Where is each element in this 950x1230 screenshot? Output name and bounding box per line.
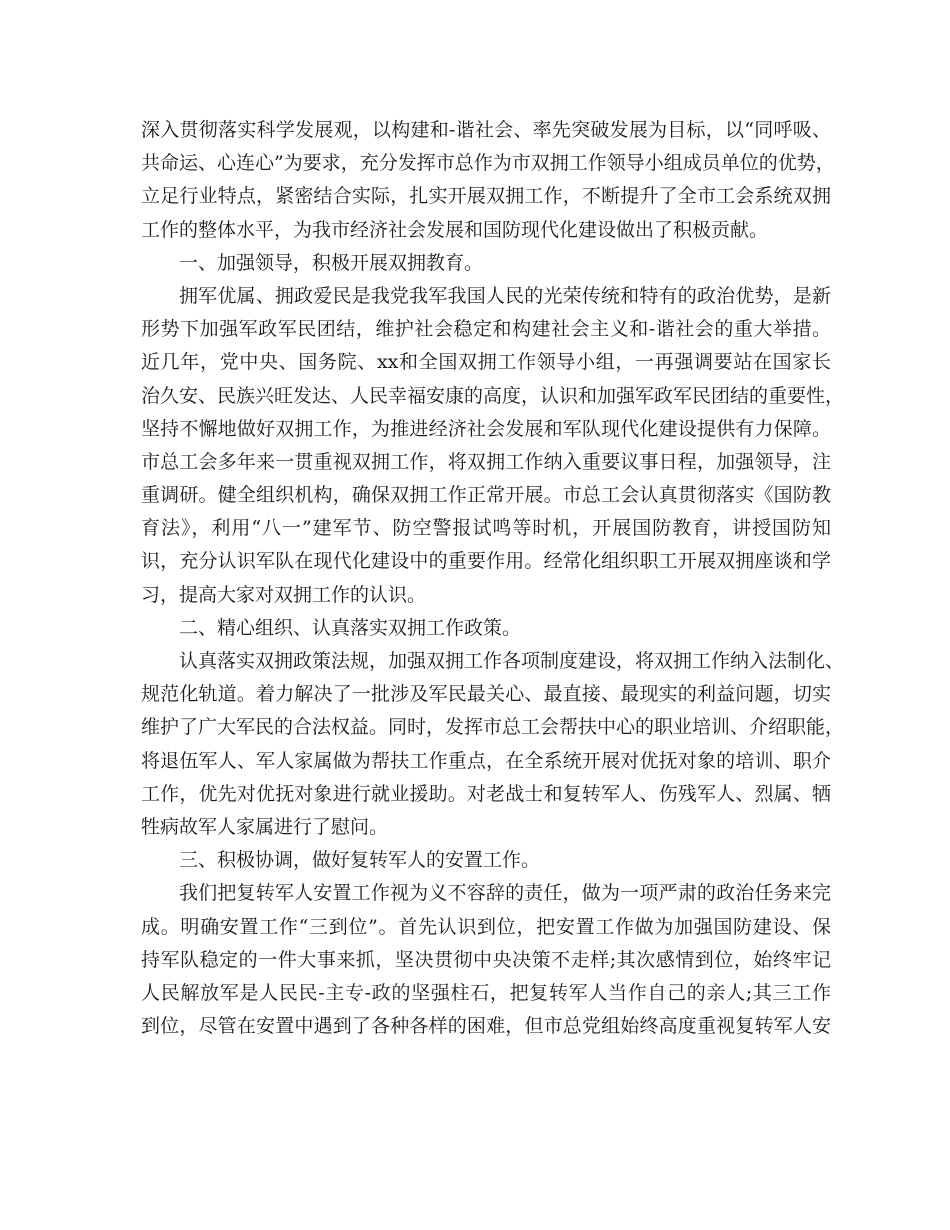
paragraph-line: 近几年，党中央、国务院、xx和全国双拥工作领导小组，一再强调要站在国家长 <box>141 351 831 374</box>
paragraph-line: 重调研。健全组织机构，确保双拥工作正常开展。市总工会认真贯彻落实《国防教 <box>141 484 831 507</box>
paragraph-line: 形势下加强军政军民团结，维护社会稳定和构建社会主义和-谐社会的重大举措。 <box>141 318 831 341</box>
section-heading: 一、加强领导，积极开展双拥教育。 <box>179 251 484 274</box>
paragraph-line: 认真落实双拥政策法规，加强双拥工作各项制度建设，将双拥工作纳入法制化、 <box>179 650 845 672</box>
paragraph-line: 共命运、心连心”为要求，充分发挥市总作为市双拥工作领导小组成员单位的优势， <box>141 152 835 175</box>
paragraph-line: 将退伍军人、军人家属做为帮扶工作重点，在全系统开展对优抚对象的培训、职介 <box>141 749 831 772</box>
paragraph-line: 拥军优属、拥政爱民是我党我军我国人民的光荣传统和特有的政治优势，是新 <box>179 284 831 307</box>
document-body <box>141 114 845 1043</box>
paragraph-line: 市总工会多年来一贯重视双拥工作，将双拥工作纳入重要议事日程，加强领导，注 <box>141 450 831 473</box>
paragraph-line: 习，提高大家对双拥工作的认识。 <box>141 583 427 606</box>
paragraph-line: 工作的整体水平，为我市经济社会发展和国防现代化建设做出了积极贡献。 <box>141 218 769 241</box>
paragraph-line: 规范化轨道。着力解决了一批涉及军民最关心、最直接、最现实的利益问题，切实 <box>141 683 831 706</box>
section-heading: 二、精心组织、认真落实双拥工作政策。 <box>179 616 522 639</box>
paragraph-line: 维护了广大军民的合法权益。同时，发挥市总工会帮扶中心的职业培训、介绍职能， <box>141 716 845 739</box>
paragraph-line: 深入贯彻落实科学发展观，以构建和-谐社会、率先突破发展为目标，以“同呼吸、 <box>141 119 831 141</box>
paragraph-line: 立足行业特点，紧密结合实际，扎实开展双拥工作，不断提升了全市工会系统双拥 <box>141 185 831 208</box>
paragraph-line: 到位，尽管在安置中遇到了各种各样的困难，但市总党组始终高度重视复转军人安 <box>141 1015 831 1038</box>
paragraph-line: 我们把复转军人安置工作视为义不容辞的责任，做为一项严肃的政治任务来完 <box>179 882 831 905</box>
paragraph-line: 成。明确安置工作“三到位”。首先认识到位，把安置工作做为加强国防建设、保 <box>141 915 831 938</box>
paragraph-line: 持军队稳定的一件大事来抓，坚决贯彻中央决策不走样;其次感情到位，始终牢记 <box>141 948 831 971</box>
paragraph-line: 育法》，利用“八一”建军节、防空警报试鸣等时机，开展国防教育，讲授国防知 <box>141 517 831 540</box>
paragraph-line: 牲病故军人家属进行了慰问。 <box>141 815 389 838</box>
paragraph-line: 工作，优先对优抚对象进行就业援助。对老战士和复转军人、伤残军人、烈属、牺 <box>141 782 831 805</box>
paragraph-line: 识，充分认识军队在现代化建设中的重要作用。经常化组织职工开展双拥座谈和学 <box>141 550 831 573</box>
section-heading: 三、积极协调，做好复转军人的安置工作。 <box>179 849 541 872</box>
paragraph-line: 治久安、民族兴旺发达、人民幸福安康的高度，认识和加强军政军民团结的重要性， <box>141 384 845 407</box>
paragraph-line: 人民解放军是人民民-主专-政的坚强柱石，把复转军人当作自己的亲人;其三工作 <box>141 981 831 1004</box>
paragraph-line: 坚持不懈地做好双拥工作，为推进经济社会发展和军队现代化建设提供有力保障。 <box>141 417 831 440</box>
